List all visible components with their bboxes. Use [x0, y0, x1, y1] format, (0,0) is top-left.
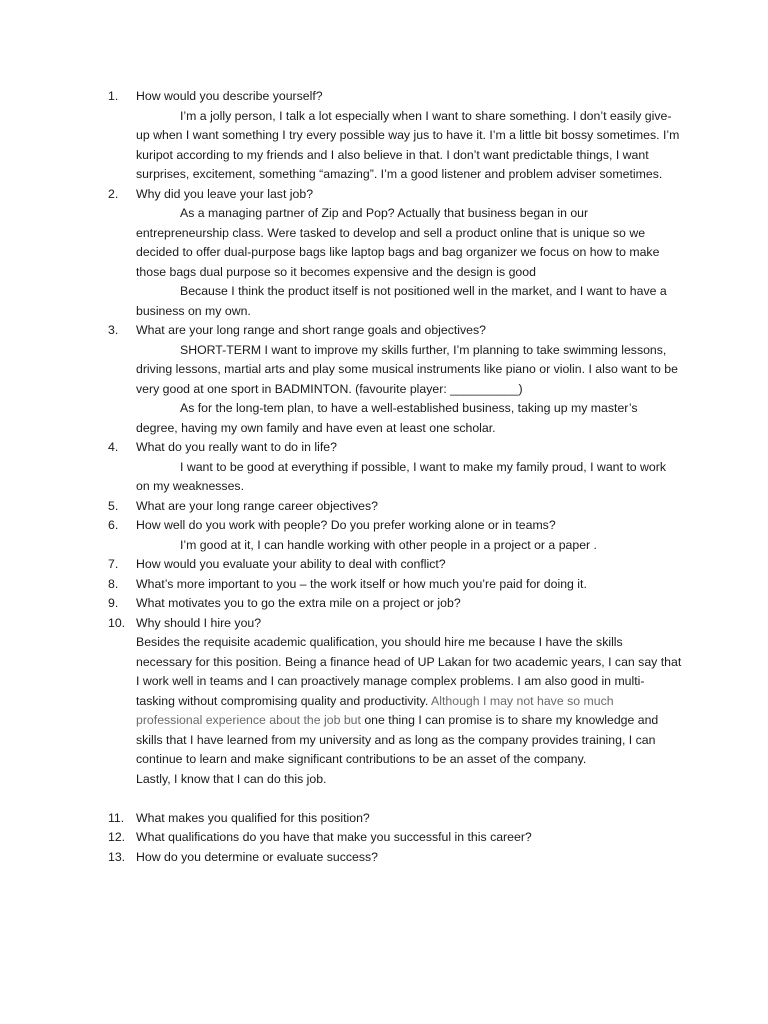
question-text: How well do you work with people? Do you prefer working alone or in teams?	[136, 518, 556, 532]
item-number: 1.	[108, 89, 119, 103]
item-number: 4.	[108, 440, 119, 454]
item-number: 10.	[108, 615, 126, 630]
item-number: 11.	[108, 810, 125, 825]
question-text: What do you really want to do in life?	[136, 440, 337, 454]
question-item-12	[0, 828, 768, 848]
answer-text: As for the long-tem plan, to have a well-established business, taking up my master’s degree, having my own family and have even at least one scholar.	[136, 401, 638, 435]
question-text: What are your long range career objectives?	[136, 498, 378, 513]
blank-line	[0, 789, 768, 809]
question-item-1	[0, 87, 768, 185]
question-item-4	[0, 438, 768, 497]
answer-paragraph	[136, 633, 682, 770]
question-item-9	[0, 594, 768, 614]
question-item-13	[0, 848, 768, 868]
question-item-6	[0, 516, 768, 555]
item-number: 7.	[108, 557, 119, 571]
question-text: How would you describe yourself?	[136, 89, 323, 103]
answer-text: I’m a jolly person, I talk a lot especially when I want to share something. I don’t easily give-up when I want something I try every possible way jus to have it. I’m a little bit bossy sometimes. I’m kuripot according to my friends and I also believe in that. I don’t want predictable things, I want surprises, excitement, something “amazing”. I’m a good listener and problem adviser sometimes.	[136, 108, 680, 181]
question-item-3	[0, 321, 768, 438]
answer-text: As a managing partner of Zip and Pop? Actually that business began in our entrepreneurship class. Were tasked to develop and sell a product online that is unique so we decided to offer dual-purpose bags like laptop bags and bag organizer we focus on how to make those bags dual purpose so it becomes expensive and the design is good	[136, 206, 660, 279]
item-number: 12.	[108, 830, 126, 844]
question-text: How do you determine or evaluate success?	[136, 849, 378, 864]
item-number: 3.	[108, 323, 119, 337]
question-item-10	[0, 614, 768, 790]
item-number: 6.	[108, 518, 119, 532]
question-text: What are your long range and short range goals and objectives?	[136, 323, 486, 337]
question-text: What qualifications do you have that make you successful in this career?	[136, 830, 532, 844]
question-text: What motivates you to go the extra mile on a project or job?	[136, 596, 461, 610]
question-item-7	[0, 555, 768, 575]
item-number: 2.	[108, 186, 119, 201]
question-text: Why did you leave your last job?	[136, 186, 314, 201]
item-number: 9.	[108, 596, 119, 610]
question-text: How would you evaluate your ability to deal with conflict?	[136, 557, 446, 571]
question-text: Why should I hire you?	[136, 615, 262, 630]
question-list	[0, 87, 768, 867]
answer-text-muted: Although I may not have so much professional experience about the job but	[136, 693, 614, 727]
question-item-8	[0, 575, 768, 595]
item-number: 13.	[108, 849, 126, 864]
answer-text: Besides the requisite academic qualification, you should hire me because I have the skills necessary for this position. Being a finance head of UP Lakan for two academic years, I can say that I work well in teams and I can proactively manage complex problems. I am also good in multi-tasking without compromising quality and productivity.	[136, 635, 682, 708]
question-item-2	[0, 185, 768, 322]
answer-text: I’m good at it, I can handle working with other people in a project or a paper .	[180, 537, 597, 552]
item-number: 8.	[108, 576, 119, 591]
answer-text: I want to be good at everything if possible, I want to make my family proud, I want to work on my weaknesses.	[136, 459, 666, 493]
question-item-11	[0, 809, 768, 829]
question-text: What makes you qualified for this position?	[136, 810, 370, 825]
answer-text: one thing I can promise is to share my knowledge and skills that I have learned from my university and as long as the company provides training, I can continue to learn and make significant contributions to be an asset of the company.	[136, 713, 659, 766]
question-item-5	[0, 497, 768, 517]
item-number: 5.	[108, 498, 119, 513]
question-text: What’s more important to you – the work itself or how much you’re paid for doing it.	[136, 576, 587, 591]
answer-text: SHORT-TERM I want to improve my skills further, I’m planning to take swimming lessons, driving lessons, martial arts and play some musical instruments like piano or violin. I also want to be very good at one sport in BADMINTON. (favourite player: __________)	[136, 342, 678, 396]
answer-text: Lastly, I know that I can do this job.	[136, 771, 327, 786]
answer-text: Because I think the product itself is not positioned well in the market, and I want to have a business on my own.	[136, 284, 667, 318]
